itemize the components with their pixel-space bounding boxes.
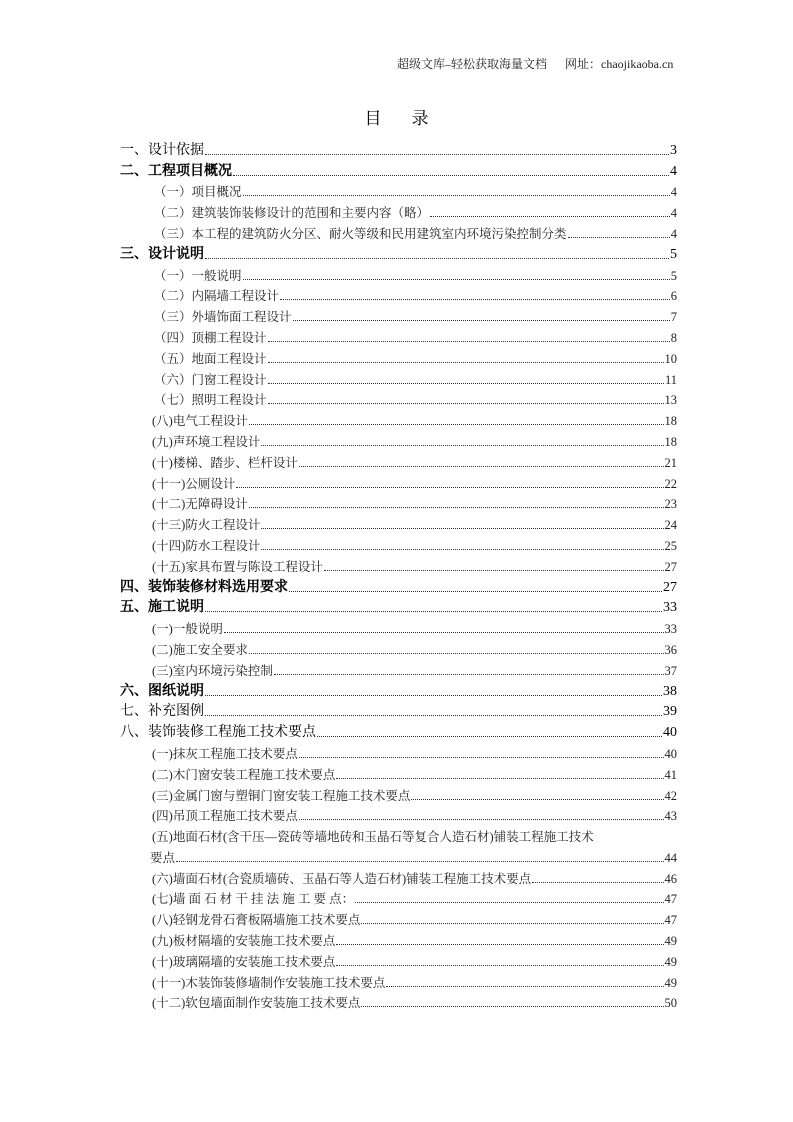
table-of-contents: [120, 138, 677, 1011]
toc-page-number: 40: [663, 725, 677, 741]
dot-leader: [361, 1006, 663, 1007]
toc-entry[interactable]: [120, 325, 677, 346]
toc-entry-label: 七、补充图例: [120, 703, 204, 720]
toc-entry-label: （一）项目概况: [154, 185, 242, 200]
dot-leader: [249, 424, 664, 425]
toc-entry-label: 二、工程项目概况: [120, 162, 232, 179]
dot-leader: [386, 986, 663, 987]
toc-entry[interactable]: [120, 284, 677, 305]
toc-page-number: 33: [664, 622, 677, 637]
toc-entry[interactable]: [120, 367, 677, 388]
toc-page-number: 49: [664, 975, 677, 990]
toc-entry-label: (三)室内环境污染控制: [152, 663, 273, 678]
toc-entry[interactable]: [120, 180, 677, 201]
toc-entry[interactable]: [120, 991, 677, 1012]
toc-entry-label: （三）外墙饰面工程设计: [154, 310, 292, 325]
toc-page-number: 37: [664, 663, 677, 678]
toc-page-number: 4: [670, 226, 677, 241]
toc-chapter[interactable]: [120, 679, 677, 700]
toc-entry[interactable]: [120, 762, 677, 783]
dot-leader: [249, 653, 664, 654]
toc-entry-label: 六、图纸说明: [120, 682, 204, 699]
toc-entry[interactable]: [120, 429, 677, 450]
dot-leader: [280, 299, 670, 300]
toc-entry-label: (八)电气工程设计: [152, 414, 248, 429]
toc-entry-label: (八)轻钢龙骨石膏板隔墙施工技术要点: [152, 913, 361, 928]
toc-page-number: 49: [664, 934, 677, 949]
toc-chapter[interactable]: [120, 596, 677, 617]
toc-entry-label: （三）本工程的建筑防火分区、耐火等级和民用建筑室内环境污染控制分类: [154, 226, 567, 241]
dot-leader: [568, 237, 670, 238]
dot-leader: [205, 258, 669, 259]
toc-entry[interactable]: [120, 304, 677, 325]
dot-leader: [268, 362, 664, 363]
toc-entry-label: (三)金属门窗与塑铜门窗安装工程施工技术要点: [152, 788, 411, 803]
toc-entry-label: (九)声环境工程设计: [152, 434, 261, 449]
dot-leader: [336, 965, 663, 966]
toc-entry[interactable]: [120, 970, 677, 991]
toc-entry-label: （四）顶棚工程设计: [154, 330, 267, 345]
toc-page-number: 13: [664, 393, 677, 408]
toc-entry[interactable]: [120, 949, 677, 970]
toc-entry[interactable]: [120, 263, 677, 284]
dot-leader: [261, 445, 663, 446]
toc-page-number: 11: [664, 372, 677, 387]
dot-leader: [243, 279, 670, 280]
dot-leader: [205, 715, 662, 716]
toc-page-number: 10: [664, 351, 677, 366]
dot-leader: [224, 632, 664, 633]
dot-leader: [268, 403, 664, 404]
toc-page-number: 5: [670, 268, 677, 283]
toc-entry-label: 三、设计说明: [120, 245, 204, 262]
dot-leader: [430, 216, 670, 217]
toc-entry[interactable]: [120, 346, 677, 367]
toc-entry-label: (十二)软包墙面制作安装施工技术要点: [152, 996, 361, 1011]
toc-entry-label: (十一)木装饰装修墙制作安装施工技术要点: [152, 975, 386, 990]
toc-entry-label: （二）建筑装饰装修设计的范围和主要内容（略）: [154, 206, 430, 221]
toc-chapter[interactable]: [120, 700, 677, 721]
dot-leader: [299, 466, 664, 467]
toc-entry-label: (九)板材隔墙的安装施工技术要点: [152, 934, 336, 949]
toc-page-number: 33: [663, 600, 677, 616]
toc-entry[interactable]: [120, 907, 677, 928]
toc-entry[interactable]: [120, 221, 677, 242]
page-header: [397, 55, 673, 72]
toc-entry[interactable]: [120, 866, 677, 887]
toc-entry-label: (六)墙面石材(合瓷质墙砖、玉晶石等人造石材)铺装工程施工技术要点: [152, 871, 532, 886]
toc-entry-continuation[interactable]: [120, 845, 677, 866]
toc-page-number: 47: [664, 913, 677, 928]
toc-entry-label: （二）内隔墙工程设计: [154, 289, 280, 304]
dot-leader: [249, 507, 664, 508]
toc-page-number: 27: [664, 559, 677, 574]
toc-entry-label: （七）照明工程设计: [154, 393, 267, 408]
toc-entry-label: (一)一般说明: [152, 622, 223, 637]
toc-chapter[interactable]: [120, 720, 677, 741]
dot-leader: [336, 944, 663, 945]
toc-page-number: 39: [663, 704, 677, 720]
toc-page-number: 21: [664, 455, 677, 470]
toc-page-number: 8: [670, 330, 677, 345]
toc-entry-label: (十三)防火工程设计: [152, 518, 261, 533]
toc-page-number: 43: [664, 809, 677, 824]
toc-page-number: 42: [664, 788, 677, 803]
dot-leader: [205, 154, 669, 155]
toc-page-number: 6: [670, 289, 677, 304]
toc-entry-label: (七)墙 面 石 材 干 挂 法 施 工 要 点：: [152, 892, 355, 907]
toc-page-number: 5: [670, 246, 677, 262]
toc-entry[interactable]: [120, 388, 677, 409]
toc-page-number: 4: [670, 163, 677, 179]
toc-page-number: 4: [670, 206, 677, 221]
toc-page-number: 23: [664, 497, 677, 512]
dot-leader: [317, 736, 662, 737]
toc-page-number: 3: [670, 142, 677, 158]
dot-leader: [355, 902, 663, 903]
toc-page-number: 46: [664, 871, 677, 886]
toc-entry-label: 四、装饰装修材料选用要求: [120, 578, 288, 595]
toc-entry[interactable]: [120, 616, 677, 637]
dot-leader: [268, 383, 664, 384]
toc-page-number: 47: [664, 892, 677, 907]
dot-leader: [176, 861, 663, 862]
toc-entry[interactable]: [120, 512, 677, 533]
toc-entry-label: （六）门窗工程设计: [154, 372, 267, 387]
toc-chapter[interactable]: [120, 138, 677, 159]
toc-entry[interactable]: [120, 658, 677, 679]
toc-entry-label: (四)吊顶工程施工技术要点: [152, 809, 298, 824]
dot-leader: [268, 341, 670, 342]
dot-leader: [205, 611, 662, 612]
toc-page-number: 24: [664, 518, 677, 533]
toc-entry[interactable]: [120, 408, 677, 429]
toc-page-number: 22: [664, 476, 677, 491]
toc-entry-label: （一）一般说明: [154, 268, 242, 283]
toc-entry-label: 一、设计依据: [120, 141, 204, 158]
toc-page-number: 41: [664, 767, 677, 782]
toc-entry-label: (十)楼梯、踏步、栏杆设计: [152, 455, 298, 470]
toc-entry-label: (十五)家具布置与陈设工程设计: [152, 559, 323, 574]
toc-chapter[interactable]: [120, 575, 677, 596]
toc-page-number: 38: [663, 683, 677, 699]
toc-entry[interactable]: [120, 928, 677, 949]
header-site-name: 超级文库–轻松获取海量文档: [397, 57, 548, 71]
dot-leader: [532, 882, 663, 883]
toc-entry[interactable]: [120, 492, 677, 513]
toc-chapter[interactable]: [120, 159, 677, 180]
toc-page-number: 44: [664, 850, 677, 865]
dot-leader: [293, 320, 670, 321]
toc-entry[interactable]: [120, 200, 677, 221]
toc-entry[interactable]: [120, 804, 677, 825]
toc-entry-label: (十)玻璃隔墙的安装施工技术要点: [152, 954, 336, 969]
toc-entry-label: (十四)防水工程设计: [152, 538, 261, 553]
toc-title: [0, 104, 793, 129]
dot-leader: [336, 778, 663, 779]
toc-entry-label: (十一)公厕设计: [152, 476, 236, 491]
toc-entry[interactable]: [120, 783, 677, 804]
dot-leader: [299, 757, 664, 758]
dot-leader: [261, 549, 663, 550]
dot-leader: [233, 175, 669, 176]
toc-entry[interactable]: [120, 637, 677, 658]
dot-leader: [205, 695, 662, 696]
toc-entry[interactable]: [120, 533, 677, 554]
title-char-1: 目: [364, 109, 382, 129]
toc-entry-label: (二)木门窗安装工程施工技术要点: [152, 767, 336, 782]
toc-page-number: 18: [664, 434, 677, 449]
toc-entry-label: (一)抹灰工程施工技术要点: [152, 746, 298, 761]
toc-entry-label: 要点: [150, 850, 176, 865]
toc-entry-label: 五、施工说明: [120, 599, 204, 616]
toc-page-number: 25: [664, 538, 677, 553]
toc-page-number: 50: [664, 996, 677, 1011]
toc-entry[interactable]: [120, 824, 677, 845]
toc-page-number: 4: [670, 185, 677, 200]
dot-leader: [236, 487, 663, 488]
toc-entry-label: (二)施工安全要求: [152, 642, 248, 657]
dot-leader: [324, 570, 664, 571]
toc-chapter[interactable]: [120, 242, 677, 263]
toc-page-number: 27: [663, 579, 677, 595]
dot-leader: [299, 819, 664, 820]
header-url: 网址：chaojikaoba.cn: [565, 57, 674, 71]
dot-leader: [289, 591, 662, 592]
dot-leader: [261, 528, 663, 529]
toc-entry-label: (十二)无障碍设计: [152, 497, 248, 512]
toc-entry[interactable]: [120, 741, 677, 762]
toc-page-number: 18: [664, 414, 677, 429]
toc-entry-label: (五)地面石材(含干压—瓷砖等墙地砖和玉晶石等复合人造石材)铺装工程施工技术: [152, 830, 594, 845]
toc-page-number: 40: [664, 746, 677, 761]
toc-page-number: 49: [664, 954, 677, 969]
toc-page-number: 7: [670, 310, 677, 325]
dot-leader: [411, 799, 663, 800]
toc-entry[interactable]: [120, 450, 677, 471]
title-char-2: 录: [411, 109, 429, 129]
toc-entry[interactable]: [120, 471, 677, 492]
toc-entry-label: 八、装饰装修工程施工技术要点: [120, 724, 316, 741]
toc-entry-label: （五）地面工程设计: [154, 351, 267, 366]
dot-leader: [274, 674, 664, 675]
toc-entry[interactable]: [120, 554, 677, 575]
toc-entry[interactable]: [120, 887, 677, 908]
dot-leader: [361, 923, 663, 924]
toc-page-number: 36: [664, 642, 677, 657]
dot-leader: [243, 195, 670, 196]
